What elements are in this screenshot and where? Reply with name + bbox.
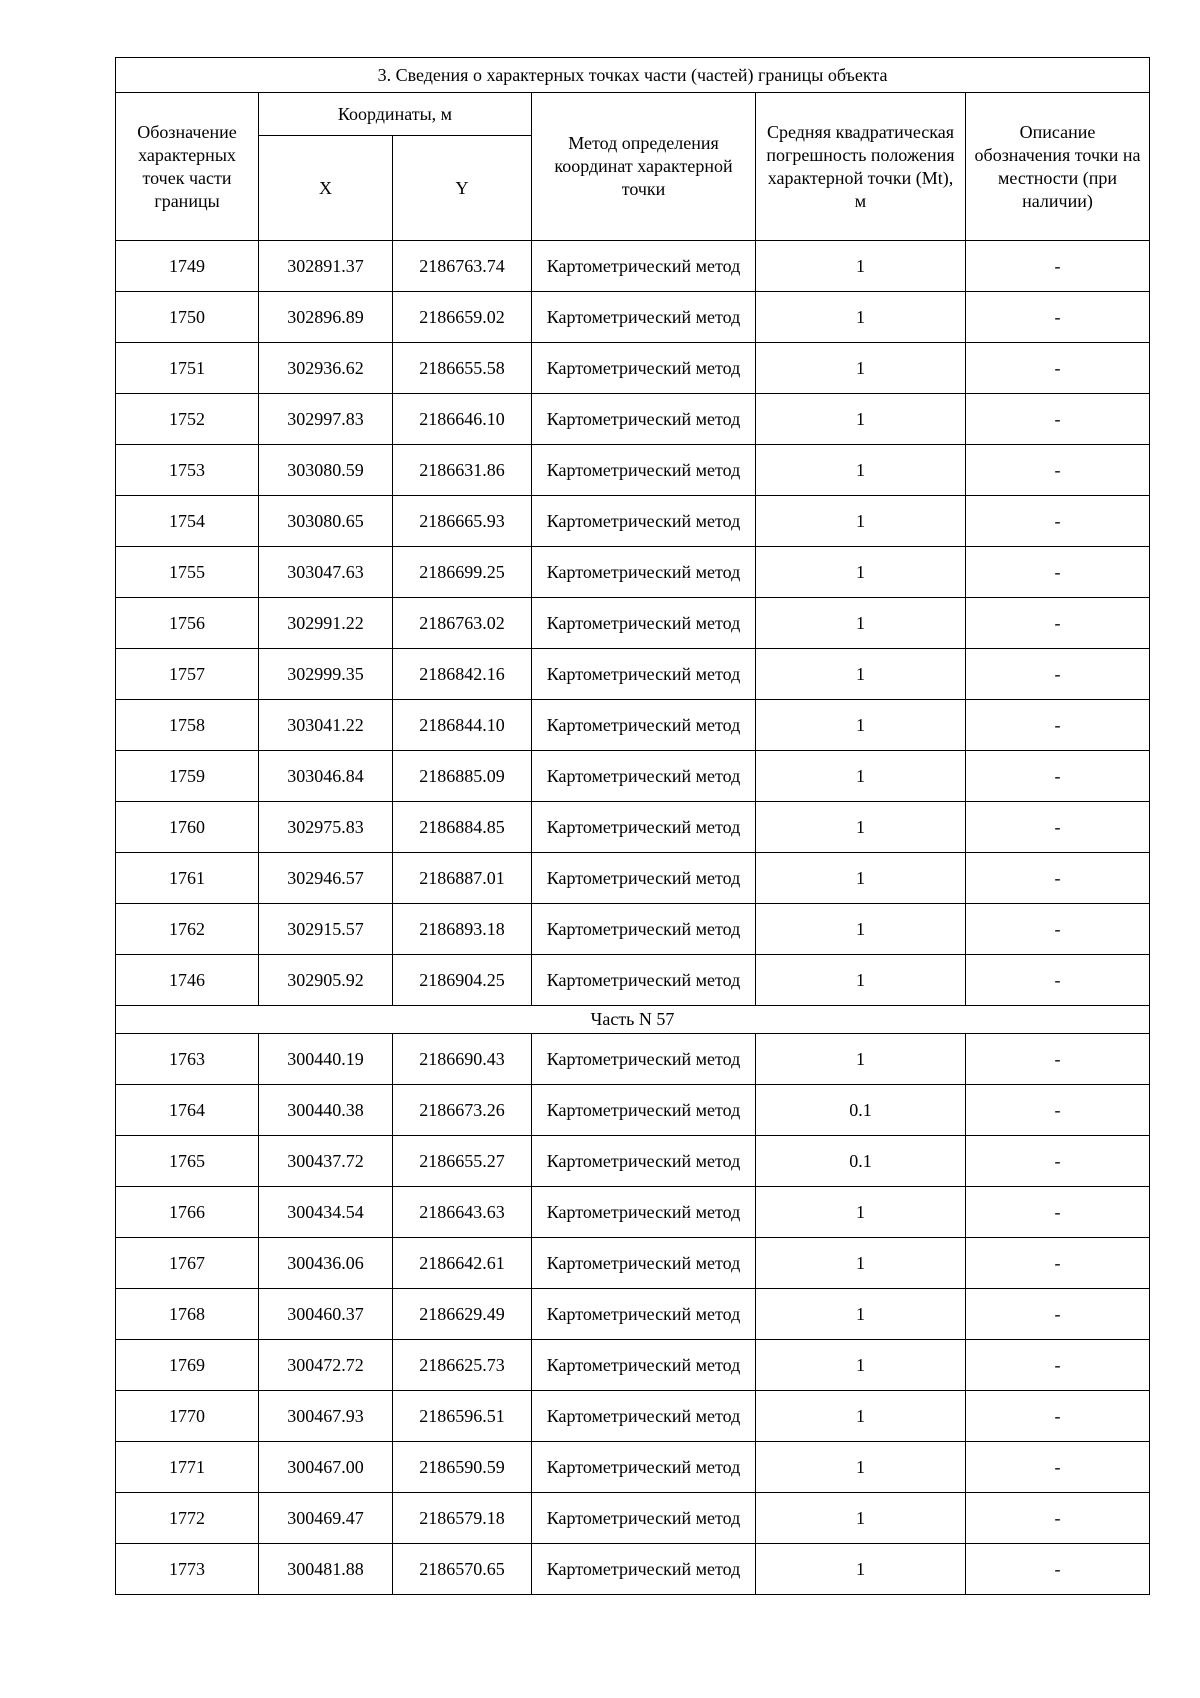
description-cell: - xyxy=(966,700,1150,751)
accuracy-cell: 1 xyxy=(756,1238,966,1289)
accuracy-cell: 1 xyxy=(756,751,966,802)
y-cell: 2186631.86 xyxy=(393,445,532,496)
table-row xyxy=(116,1544,1150,1595)
method-cell: Картометрический метод xyxy=(532,1034,756,1085)
point-id-cell: 1760 xyxy=(116,802,259,853)
description-cell: - xyxy=(966,1085,1150,1136)
accuracy-cell: 1 xyxy=(756,1340,966,1391)
point-id-cell: 1752 xyxy=(116,394,259,445)
x-cell: 302891.37 xyxy=(259,241,393,292)
accuracy-cell: 1 xyxy=(756,1289,966,1340)
rows-before-part xyxy=(116,241,1150,1006)
y-cell: 2186763.02 xyxy=(393,598,532,649)
y-cell: 2186655.27 xyxy=(393,1136,532,1187)
method-cell: Картометрический метод xyxy=(532,853,756,904)
x-cell: 300437.72 xyxy=(259,1136,393,1187)
method-cell: Картометрический метод xyxy=(532,955,756,1006)
accuracy-cell: 1 xyxy=(756,1034,966,1085)
table-row xyxy=(116,292,1150,343)
header-accuracy: Средняя квадратическая погрешность положения характерной точки (Mt), м xyxy=(756,93,966,241)
table-row xyxy=(116,1136,1150,1187)
accuracy-cell: 1 xyxy=(756,547,966,598)
point-id-cell: 1756 xyxy=(116,598,259,649)
x-cell: 303047.63 xyxy=(259,547,393,598)
y-cell: 2186629.49 xyxy=(393,1289,532,1340)
x-cell: 302936.62 xyxy=(259,343,393,394)
table-row xyxy=(116,751,1150,802)
y-cell: 2186643.63 xyxy=(393,1187,532,1238)
description-cell: - xyxy=(966,853,1150,904)
point-id-cell: 1764 xyxy=(116,1085,259,1136)
table-row xyxy=(116,1493,1150,1544)
x-cell: 302915.57 xyxy=(259,904,393,955)
method-cell: Картометрический метод xyxy=(532,292,756,343)
table-row xyxy=(116,1442,1150,1493)
description-cell: - xyxy=(966,1034,1150,1085)
description-cell: - xyxy=(966,496,1150,547)
y-cell: 2186579.18 xyxy=(393,1493,532,1544)
description-cell: - xyxy=(966,1187,1150,1238)
y-cell: 2186665.93 xyxy=(393,496,532,547)
point-id-cell: 1754 xyxy=(116,496,259,547)
accuracy-cell: 1 xyxy=(756,1187,966,1238)
x-cell: 300436.06 xyxy=(259,1238,393,1289)
x-cell: 300434.54 xyxy=(259,1187,393,1238)
point-id-cell: 1757 xyxy=(116,649,259,700)
method-cell: Картометрический метод xyxy=(532,445,756,496)
method-cell: Картометрический метод xyxy=(532,649,756,700)
x-cell: 302997.83 xyxy=(259,394,393,445)
y-cell: 2186570.65 xyxy=(393,1544,532,1595)
description-cell: - xyxy=(966,1493,1150,1544)
accuracy-cell: 1 xyxy=(756,343,966,394)
x-cell: 302896.89 xyxy=(259,292,393,343)
y-cell: 2186763.74 xyxy=(393,241,532,292)
y-cell: 2186844.10 xyxy=(393,700,532,751)
y-cell: 2186842.16 xyxy=(393,649,532,700)
method-cell: Картометрический метод xyxy=(532,904,756,955)
table-row xyxy=(116,1187,1150,1238)
description-cell: - xyxy=(966,1544,1150,1595)
point-id-cell: 1765 xyxy=(116,1136,259,1187)
point-id-cell: 1746 xyxy=(116,955,259,1006)
accuracy-cell: 1 xyxy=(756,1544,966,1595)
method-cell: Картометрический метод xyxy=(532,343,756,394)
x-cell: 300467.00 xyxy=(259,1442,393,1493)
header-y: Y xyxy=(393,136,532,241)
x-cell: 303046.84 xyxy=(259,751,393,802)
method-cell: Картометрический метод xyxy=(532,1136,756,1187)
table-row xyxy=(116,955,1150,1006)
table-row xyxy=(116,1289,1150,1340)
accuracy-cell: 1 xyxy=(756,1442,966,1493)
description-cell: - xyxy=(966,1136,1150,1187)
y-cell: 2186642.61 xyxy=(393,1238,532,1289)
method-cell: Картометрический метод xyxy=(532,1085,756,1136)
point-id-cell: 1761 xyxy=(116,853,259,904)
table-row xyxy=(116,547,1150,598)
point-id-cell: 1773 xyxy=(116,1544,259,1595)
method-cell: Картометрический метод xyxy=(532,751,756,802)
point-id-cell: 1762 xyxy=(116,904,259,955)
y-cell: 2186596.51 xyxy=(393,1391,532,1442)
accuracy-cell: 1 xyxy=(756,700,966,751)
table-row xyxy=(116,1085,1150,1136)
x-cell: 300481.88 xyxy=(259,1544,393,1595)
part-label: Часть N 57 xyxy=(116,1006,1150,1034)
method-cell: Картометрический метод xyxy=(532,496,756,547)
y-cell: 2186887.01 xyxy=(393,853,532,904)
y-cell: 2186904.25 xyxy=(393,955,532,1006)
x-cell: 302946.57 xyxy=(259,853,393,904)
x-cell: 300460.37 xyxy=(259,1289,393,1340)
point-id-cell: 1770 xyxy=(116,1391,259,1442)
description-cell: - xyxy=(966,598,1150,649)
method-cell: Картометрический метод xyxy=(532,1493,756,1544)
table-row xyxy=(116,343,1150,394)
table-row xyxy=(116,598,1150,649)
accuracy-cell: 1 xyxy=(756,904,966,955)
x-cell: 303041.22 xyxy=(259,700,393,751)
accuracy-cell: 1 xyxy=(756,649,966,700)
accuracy-cell: 1 xyxy=(756,1391,966,1442)
y-cell: 2186690.43 xyxy=(393,1034,532,1085)
y-cell: 2186673.26 xyxy=(393,1085,532,1136)
accuracy-cell: 1 xyxy=(756,496,966,547)
method-cell: Картометрический метод xyxy=(532,1544,756,1595)
header-description: Описание обозначения точки на местности (при наличии) xyxy=(966,93,1150,241)
point-id-cell: 1751 xyxy=(116,343,259,394)
table-row xyxy=(116,241,1150,292)
method-cell: Картометрический метод xyxy=(532,1391,756,1442)
header-method: Метод определения координат характерной точки xyxy=(532,93,756,241)
y-cell: 2186659.02 xyxy=(393,292,532,343)
point-id-cell: 1750 xyxy=(116,292,259,343)
accuracy-cell: 1 xyxy=(756,394,966,445)
table-row xyxy=(116,445,1150,496)
method-cell: Картометрический метод xyxy=(532,1238,756,1289)
description-cell: - xyxy=(966,1442,1150,1493)
method-cell: Картометрический метод xyxy=(532,700,756,751)
description-cell: - xyxy=(966,343,1150,394)
header-x: X xyxy=(259,136,393,241)
accuracy-cell: 0.1 xyxy=(756,1136,966,1187)
table-row xyxy=(116,394,1150,445)
point-id-cell: 1767 xyxy=(116,1238,259,1289)
x-cell: 302975.83 xyxy=(259,802,393,853)
table-row xyxy=(116,1391,1150,1442)
x-cell: 302991.22 xyxy=(259,598,393,649)
table-row xyxy=(116,1340,1150,1391)
y-cell: 2186625.73 xyxy=(393,1340,532,1391)
y-cell: 2186885.09 xyxy=(393,751,532,802)
y-cell: 2186655.58 xyxy=(393,343,532,394)
y-cell: 2186893.18 xyxy=(393,904,532,955)
table-row xyxy=(116,700,1150,751)
point-id-cell: 1755 xyxy=(116,547,259,598)
x-cell: 300440.38 xyxy=(259,1085,393,1136)
x-cell: 303080.65 xyxy=(259,496,393,547)
point-id-cell: 1763 xyxy=(116,1034,259,1085)
method-cell: Картометрический метод xyxy=(532,1340,756,1391)
accuracy-cell: 1 xyxy=(756,445,966,496)
table-row xyxy=(116,904,1150,955)
description-cell: - xyxy=(966,1238,1150,1289)
points-table xyxy=(115,57,1150,1595)
table-row xyxy=(116,853,1150,904)
x-cell: 302905.92 xyxy=(259,955,393,1006)
accuracy-cell: 1 xyxy=(756,598,966,649)
table-row xyxy=(116,1034,1150,1085)
point-id-cell: 1759 xyxy=(116,751,259,802)
description-cell: - xyxy=(966,802,1150,853)
y-cell: 2186884.85 xyxy=(393,802,532,853)
method-cell: Картометрический метод xyxy=(532,1187,756,1238)
method-cell: Картометрический метод xyxy=(532,802,756,853)
table-row xyxy=(116,802,1150,853)
point-id-cell: 1758 xyxy=(116,700,259,751)
rows-after-part xyxy=(116,1034,1150,1595)
x-cell: 300440.19 xyxy=(259,1034,393,1085)
accuracy-cell: 1 xyxy=(756,1493,966,1544)
header-coordinates: Координаты, м xyxy=(259,93,532,136)
accuracy-cell: 1 xyxy=(756,853,966,904)
accuracy-cell: 1 xyxy=(756,292,966,343)
table-row xyxy=(116,649,1150,700)
accuracy-cell: 1 xyxy=(756,241,966,292)
y-cell: 2186590.59 xyxy=(393,1442,532,1493)
description-cell: - xyxy=(966,1289,1150,1340)
point-id-cell: 1769 xyxy=(116,1340,259,1391)
accuracy-cell: 1 xyxy=(756,802,966,853)
description-cell: - xyxy=(966,955,1150,1006)
method-cell: Картометрический метод xyxy=(532,547,756,598)
point-id-cell: 1768 xyxy=(116,1289,259,1340)
method-cell: Картометрический метод xyxy=(532,1289,756,1340)
part-row xyxy=(116,1006,1150,1034)
description-cell: - xyxy=(966,751,1150,802)
description-cell: - xyxy=(966,547,1150,598)
x-cell: 300467.93 xyxy=(259,1391,393,1442)
method-cell: Картометрический метод xyxy=(532,598,756,649)
accuracy-cell: 1 xyxy=(756,955,966,1006)
description-cell: - xyxy=(966,1391,1150,1442)
description-cell: - xyxy=(966,241,1150,292)
description-cell: - xyxy=(966,394,1150,445)
description-cell: - xyxy=(966,1340,1150,1391)
point-id-cell: 1753 xyxy=(116,445,259,496)
method-cell: Картометрический метод xyxy=(532,241,756,292)
description-cell: - xyxy=(966,292,1150,343)
table-row xyxy=(116,496,1150,547)
point-id-cell: 1772 xyxy=(116,1493,259,1544)
y-cell: 2186646.10 xyxy=(393,394,532,445)
description-cell: - xyxy=(966,649,1150,700)
point-id-cell: 1766 xyxy=(116,1187,259,1238)
header-point-designation: Обозначение характерных точек части границы xyxy=(116,93,259,241)
table-row xyxy=(116,1238,1150,1289)
method-cell: Картометрический метод xyxy=(532,394,756,445)
x-cell: 303080.59 xyxy=(259,445,393,496)
x-cell: 300469.47 xyxy=(259,1493,393,1544)
section-title: 3. Сведения о характерных точках части (частей) границы объекта xyxy=(116,58,1150,93)
accuracy-cell: 0.1 xyxy=(756,1085,966,1136)
method-cell: Картометрический метод xyxy=(532,1442,756,1493)
x-cell: 302999.35 xyxy=(259,649,393,700)
x-cell: 300472.72 xyxy=(259,1340,393,1391)
description-cell: - xyxy=(966,904,1150,955)
description-cell: - xyxy=(966,445,1150,496)
point-id-cell: 1749 xyxy=(116,241,259,292)
point-id-cell: 1771 xyxy=(116,1442,259,1493)
y-cell: 2186699.25 xyxy=(393,547,532,598)
